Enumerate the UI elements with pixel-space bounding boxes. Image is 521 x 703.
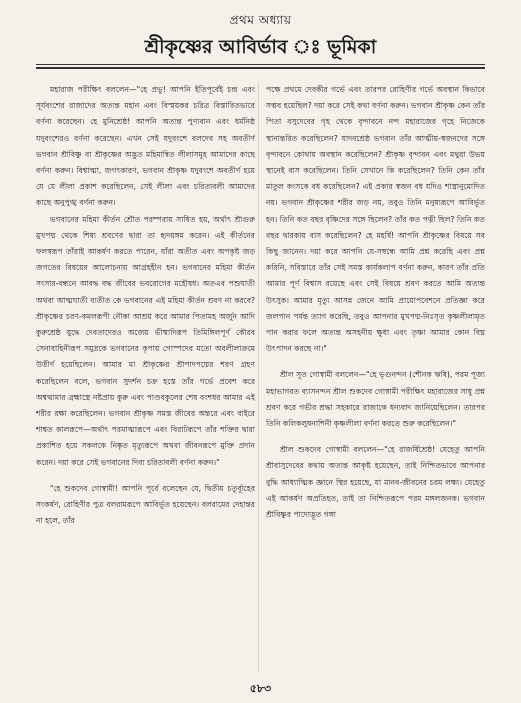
page-number: ৫৮৩ — [249, 682, 272, 695]
chapter-title: শ্রীকৃষ্ণের আবির্ভাব ঃ ভূমিকা — [144, 36, 377, 58]
right-column — [266, 82, 485, 672]
paragraph: ভগবানের মহিমা কীর্তন শ্রৌত পরম্পরায় সাধিত হয়, অর্থাৎ শ্রীগুরু মুখপদ্ম থেকে শিষ্য শ্রবণের দ্বারা তা হৃদয়ঙ্গম করেন। এই কীর্তনের ফলস্বরূপ তাঁরাই আকর্ষণ করতে পারেন, যাঁরা অতীত এবং অপকৃষ্ট জড় জগতের বিষয়ের আলোচনায় আগ্রহহীন হন। ভগবানের মহিমা কীর্তন সংসার-বন্ধনে আবদ্ধ বদ্ধ জীবের ভবরোগের মহৌষধ। অতএব পশুঘাতী অথবা আত্মঘাতী ব্যতীত কে ভগবানের এই মহিমা কীর্তন শ্রবণ না করবে? শ্রীকৃষ্ণের চরণ-কমলরূপী নৌকা আশ্রয় করে আমার পিতামহ অর্জুন আদি কুরুশ্রেষ্ঠ যুদ্ধে দেবতাদেরও অজেয় ভীষ্মাদিরূপ তিমিঙ্গিলপূর্ণ কৌরব সেনাবাহিনীরূপ সমুদ্রকে ভগবানের কৃপায় গোস্পদের মতো অবলীলাক্রমে উত্তীর্ণ হয়েছিলেন। আমার মা শ্রীকৃষ্ণের শ্রীপাদপদ্মের শরণ গ্রহণ করেছিলেন বলে, ভগবান সুদর্শন চক্র হস্তে তাঁর গর্ভে প্রবেশ করে অশ্বত্থামার ব্রহ্মাস্ত্রে নষ্টপ্রায় কুরু এবং পাণ্ডবকুলের শেষ বংশধর আমার এই শরীর রক্ষা করেছিলেন। ভগবান শ্রীকৃষ্ণ সমস্ত জীবের অন্তরে এবং বাইরে শাশ্বত কালরূপে—অর্থাৎ পরমাত্মারূপে এবং বিরাটরূপে তাঁর শক্তির দ্বারা প্রকাশিত হয়ে সকলকে নিষ্কৃত মৃত্যুরূপে অথবা জীবনরূপে মুক্তি প্রদান করেন। দয়া করে সেই ভগবানের দিব্য চরিতাবলী বর্ণনা করুন।" — [36, 214, 255, 467]
paragraph: পক্ষে প্রথমে দেবকীর গর্ভে এবং তারপর রোহিণীর গর্ভে অবস্থান কিভাবে সম্ভব হয়েছিল? দয়া করে সেই কথা বর্ণনা করুন। ভগবান শ্রীকৃষ্ণ কেন তাঁর পিতা বসুদেবের গৃহ থেকে বৃন্দাবনে নন্দ মহারাজের গৃহে নিজেকে স্থানান্তরিত করেছিলেন? যাদবশ্রেষ্ঠ ভগবান তাঁর আত্মীয়-স্বজনদের সঙ্গে বৃন্দাবনে কোথায় অবস্থান করেছিলেন? শ্রীকৃষ্ণ বৃন্দাবন এবং মথুরা উভয় স্থানেই বাস করেছিলেন। তিনি সেখানে কি করেছিলেন? তিনি কেন তাঁর মাতুল কংসকে বধ করেছিলেন? এই প্রকার স্বজন বধ যদিও শাস্ত্রানুমোদিত নয়। ভগবান শ্রীকৃষ্ণের শরীর জড় নয়, তবুও তিনি মনুষ্যরূপে আবির্ভূত হন। তিনি কত বছর বৃষ্ণিদের সঙ্গে ছিলেন? তাঁর কত পত্নী ছিল? তিনি কত বছর দ্বারকায় বাস করেছিলেন? হে মহর্ষি! আপনি শ্রীকৃষ্ণের বিষয়ে সব কিছু জানেন। দয়া করে আপনি যে-সম্বন্ধে আমি প্রশ্ন করেছি এবং প্রশ্ন করিনি, সবিস্তারে তাঁর সেই সমস্ত কার্যকলাপ বর্ণনা করুন, কারণ তাঁর প্রতি আমার পূর্ণ বিশ্বাস রয়েছে এবং সেই বিষয়ে শ্রবণ করতে আমি অত্যন্ত উৎসুক। আমার মৃত্যু আসন্ন জেনে আমি প্রায়োপবেশনে প্রতিজ্ঞা করে জলপান পর্যন্ত ত্যাগ করেছি, তবুও আপনার মুখপদ্ম-নিঃসৃত কৃষ্ণলীলামৃত পান করার ফলে অত্যন্ত অসহনীয় ক্ষুধা এবং তৃষ্ণা আমার কোন বিঘ্ন উৎপাদন করছে না।" — [266, 85, 485, 354]
chapter-heading: প্রথম অধ্যায় — [229, 13, 292, 27]
paragraph: শ্রীল সূত গোস্বামী বললেন—"হে ভৃগুনন্দন (শৌনক ঋষি), পরম পূজ্য মহাভাগবত ব্যাসনন্দন শ্রীল শুকদেব গোস্বামী পরীক্ষিৎ মহারাজের সাধু প্রশ্ন শ্রবণ করে গভীর শ্রদ্ধা সহকারে রাজাকে ধন্যবাদ জানিয়েছিলেন। তারপর তিনি কলিকলুষনাশিনী কৃষ্ণলীলা বর্ণনা করতে শুরু করেছিলেন।" — [266, 370, 485, 429]
left-column — [36, 82, 255, 672]
paragraph: "হে শুকদেব গোস্বামী! আপনি পূর্বে বলেছেন যে, দ্বিতীয় চতুর্ব্যূহের সংকর্ষণ, রোহিণীর পুত্র বলরামরূপে আবির্ভূত হয়েছেন। বলরামের দেহান্তর না হলে, তাঁর — [36, 483, 255, 526]
column-gutter — [258, 82, 259, 672]
paragraph: শ্রীল শুকদেব গোস্বামী বললেন—"হে রাজর্ষিশ্রেষ্ঠ! যেহেতু আপনি শ্রীবাসুদেবের কথায় অত্যন্ত আকৃষ্ট হয়েছেন, তাই নিশ্চিতভাবে আপনার বুদ্ধি আধ্যাত্মিক জ্ঞানে স্থির হয়েছে, যা মানব-জীবনের চরম লক্ষ্য। যেহেতু এই আকর্ষণ অপ্রতিহত, তাই তা নিশ্চিতরূপে পরম মঙ্গলজনক। ভগবান শ্রীবিষ্ণুর পাদোদ্ভূত গঙ্গা — [266, 445, 485, 520]
title-rule-thick — [36, 67, 485, 69]
paragraph: মহারাজ পরীক্ষিৎ বললেন—"হে প্রভু! আপনি ইতিপূর্বেই চন্দ্র এবং সূর্যবংশের রাজাদের অত্যন্ত মহান এবং বিস্ময়কর চরিত্র বিস্তারিতভাবে বর্ণনা করেছেন। হে মুনিশ্রেষ্ঠ! আপনি অত্যন্ত পুণ্যবান এবং ধর্মনিষ্ঠ যদুবংশেরও বর্ণনা করেছেন। এখন সেই যদুবংশে বলদেব সহ অবতীর্ণ ভগবান শ্রীবিষ্ণু বা শ্রীকৃষ্ণের অদ্ভুত মহিমান্বিত লীলাসমূহ আমাদের কাছে বর্ণনা করুন। বিশ্বাত্মা, জগৎকারণ, ভগবান শ্রীকৃষ্ণ যদুবংশে অবতীর্ণ হয়ে যে যে লীলা প্রকাশ করেছিলেন, সেই লীলা এবং চরিতাবলী আমাদের কাছে অনুপুঙ্খ বর্ণনা করুন। — [36, 85, 255, 208]
title-rule-thin — [36, 64, 485, 65]
